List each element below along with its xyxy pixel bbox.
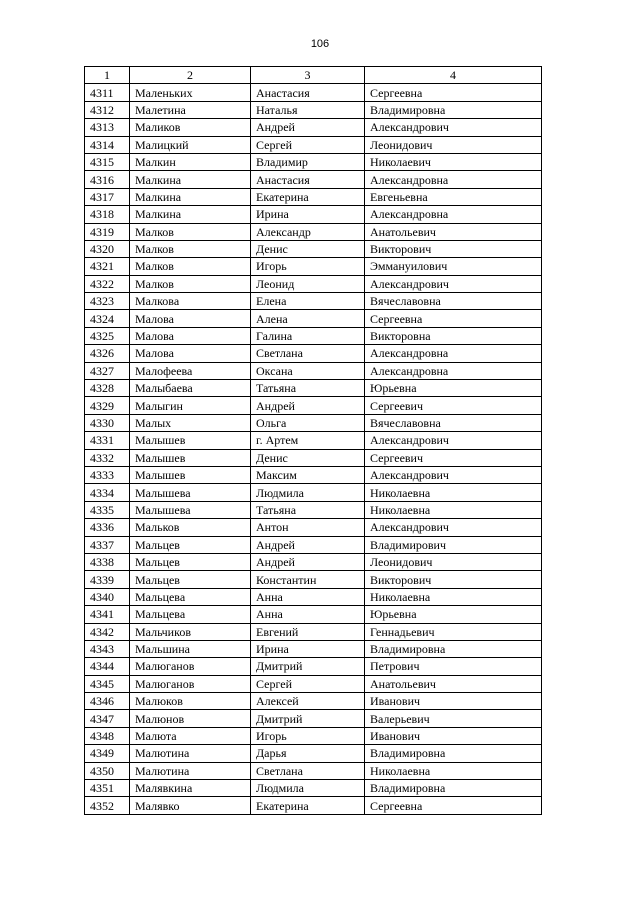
table-row <box>85 797 542 814</box>
row-number-cell: 4332 <box>85 449 130 466</box>
row-number-cell: 4331 <box>85 432 130 449</box>
row-number-cell: 4324 <box>85 310 130 327</box>
first-name-cell: Андрей <box>251 119 365 136</box>
row-number-cell: 4329 <box>85 397 130 414</box>
last-name-cell: Мальцева <box>130 588 251 605</box>
patronymic-cell: Александрович <box>365 432 542 449</box>
row-number-cell: 4334 <box>85 484 130 501</box>
row-number-cell: 4322 <box>85 275 130 292</box>
table-row <box>85 501 542 518</box>
table-row <box>85 206 542 223</box>
table-row <box>85 345 542 362</box>
row-number-cell: 4351 <box>85 780 130 797</box>
patronymic-cell: Иванович <box>365 727 542 744</box>
first-name-cell: Галина <box>251 327 365 344</box>
first-name-cell: Людмила <box>251 780 365 797</box>
first-name-cell: Леонид <box>251 275 365 292</box>
first-name-cell: Татьяна <box>251 501 365 518</box>
page-number: 106 <box>310 38 330 50</box>
last-name-cell: Мальцев <box>130 553 251 570</box>
patronymic-cell: Владимировна <box>365 780 542 797</box>
patronymic-cell: Юрьевна <box>365 606 542 623</box>
row-number-cell: 4318 <box>85 206 130 223</box>
patronymic-cell: Владимировна <box>365 640 542 657</box>
last-name-cell: Малова <box>130 327 251 344</box>
row-number-cell: 4328 <box>85 380 130 397</box>
first-name-cell: Сергей <box>251 675 365 692</box>
patronymic-cell: Геннадьевич <box>365 623 542 640</box>
first-name-cell: Максим <box>251 466 365 483</box>
patronymic-cell: Николаевна <box>365 501 542 518</box>
first-name-cell: Денис <box>251 240 365 257</box>
first-name-cell: Ольга <box>251 414 365 431</box>
first-name-cell: Антон <box>251 519 365 536</box>
table-row <box>85 780 542 797</box>
first-name-cell: Наталья <box>251 101 365 118</box>
table-row <box>85 762 542 779</box>
table-row <box>85 693 542 710</box>
table-row <box>85 362 542 379</box>
row-number-cell: 4341 <box>85 606 130 623</box>
last-name-cell: Мальшина <box>130 640 251 657</box>
table-row <box>85 153 542 170</box>
last-name-cell: Мальков <box>130 519 251 536</box>
first-name-cell: Татьяна <box>251 380 365 397</box>
patronymic-cell: Сергеевич <box>365 397 542 414</box>
patronymic-cell: Александровна <box>365 345 542 362</box>
first-name-cell: Андрей <box>251 536 365 553</box>
patronymic-cell: Николаевич <box>365 153 542 170</box>
table-row <box>85 588 542 605</box>
patronymic-cell: Юрьевна <box>365 380 542 397</box>
row-number-cell: 4349 <box>85 745 130 762</box>
first-name-cell: Игорь <box>251 727 365 744</box>
patronymic-cell: Александрович <box>365 466 542 483</box>
last-name-cell: Малкин <box>130 153 251 170</box>
row-number-cell: 4320 <box>85 240 130 257</box>
patronymic-cell: Александровна <box>365 171 542 188</box>
patronymic-cell: Валерьевич <box>365 710 542 727</box>
row-number-cell: 4338 <box>85 553 130 570</box>
first-name-cell: Елена <box>251 293 365 310</box>
table-row <box>85 275 542 292</box>
table-row <box>85 223 542 240</box>
row-number-cell: 4344 <box>85 658 130 675</box>
table-row <box>85 640 542 657</box>
patronymic-cell: Викторович <box>365 240 542 257</box>
last-name-cell: Малютина <box>130 762 251 779</box>
row-number-cell: 4323 <box>85 293 130 310</box>
first-name-cell: Дмитрий <box>251 658 365 675</box>
last-name-cell: Малова <box>130 345 251 362</box>
first-name-cell: Людмила <box>251 484 365 501</box>
last-name-cell: Малков <box>130 240 251 257</box>
last-name-cell: Малых <box>130 414 251 431</box>
table-row <box>85 484 542 501</box>
last-name-cell: Мальцев <box>130 536 251 553</box>
patronymic-cell: Петрович <box>365 658 542 675</box>
first-name-cell: Светлана <box>251 762 365 779</box>
row-number-cell: 4348 <box>85 727 130 744</box>
last-name-cell: Малышев <box>130 449 251 466</box>
last-name-cell: Малкина <box>130 206 251 223</box>
row-number-cell: 4335 <box>85 501 130 518</box>
table-row <box>85 327 542 344</box>
last-name-cell: Малышев <box>130 466 251 483</box>
patronymic-cell: Эммануилович <box>365 258 542 275</box>
table-row <box>85 519 542 536</box>
row-number-cell: 4346 <box>85 693 130 710</box>
patronymic-cell: Владимировна <box>365 101 542 118</box>
first-name-cell: Алена <box>251 310 365 327</box>
row-number-cell: 4345 <box>85 675 130 692</box>
table-row <box>85 571 542 588</box>
first-name-cell: Александр <box>251 223 365 240</box>
last-name-cell: Малюганов <box>130 658 251 675</box>
patronymic-cell: Вячеславовна <box>365 293 542 310</box>
patronymic-cell: Александрович <box>365 119 542 136</box>
table-row <box>85 119 542 136</box>
first-name-cell: Анна <box>251 588 365 605</box>
row-number-cell: 4326 <box>85 345 130 362</box>
row-number-cell: 4343 <box>85 640 130 657</box>
last-name-cell: Малыбаева <box>130 380 251 397</box>
patronymic-cell: Сергеевич <box>365 449 542 466</box>
first-name-cell: Анастасия <box>251 84 365 101</box>
last-name-cell: Малышева <box>130 501 251 518</box>
table-row <box>85 84 542 101</box>
patronymic-cell: Александрович <box>365 275 542 292</box>
table-row <box>85 101 542 118</box>
first-name-cell: Анастасия <box>251 171 365 188</box>
last-name-cell: Малышев <box>130 432 251 449</box>
first-name-cell: Светлана <box>251 345 365 362</box>
row-number-cell: 4327 <box>85 362 130 379</box>
table-row <box>85 658 542 675</box>
last-name-cell: Малков <box>130 275 251 292</box>
table-row <box>85 397 542 414</box>
row-number-cell: 4333 <box>85 466 130 483</box>
last-name-cell: Малофеева <box>130 362 251 379</box>
row-number-cell: 4339 <box>85 571 130 588</box>
header-cell-4: 4 <box>365 67 542 84</box>
patronymic-cell: Викторович <box>365 571 542 588</box>
row-number-cell: 4337 <box>85 536 130 553</box>
row-number-cell: 4321 <box>85 258 130 275</box>
patronymic-cell: Леонидович <box>365 136 542 153</box>
patronymic-cell: Владимирович <box>365 536 542 553</box>
last-name-cell: Малюнов <box>130 710 251 727</box>
last-name-cell: Мальцев <box>130 571 251 588</box>
first-name-cell: Оксана <box>251 362 365 379</box>
row-number-cell: 4330 <box>85 414 130 431</box>
table-row <box>85 432 542 449</box>
first-name-cell: Денис <box>251 449 365 466</box>
last-name-cell: Маликов <box>130 119 251 136</box>
first-name-cell: Игорь <box>251 258 365 275</box>
header-cell-1: 1 <box>85 67 130 84</box>
row-number-cell: 4350 <box>85 762 130 779</box>
first-name-cell: Владимир <box>251 153 365 170</box>
patronymic-cell: Владимировна <box>365 745 542 762</box>
first-name-cell: Анна <box>251 606 365 623</box>
row-number-cell: 4317 <box>85 188 130 205</box>
first-name-cell: Евгений <box>251 623 365 640</box>
first-name-cell: Константин <box>251 571 365 588</box>
row-number-cell: 4340 <box>85 588 130 605</box>
table-row <box>85 553 542 570</box>
patronymic-cell: Николаевна <box>365 762 542 779</box>
last-name-cell: Малявко <box>130 797 251 814</box>
row-number-cell: 4314 <box>85 136 130 153</box>
patronymic-cell: Александрович <box>365 519 542 536</box>
table-row <box>85 310 542 327</box>
last-name-cell: Мальчиков <box>130 623 251 640</box>
row-number-cell: 4352 <box>85 797 130 814</box>
last-name-cell: Малицкий <box>130 136 251 153</box>
row-number-cell: 4325 <box>85 327 130 344</box>
last-name-cell: Малова <box>130 310 251 327</box>
table-row <box>85 240 542 257</box>
last-name-cell: Малюта <box>130 727 251 744</box>
table-row <box>85 466 542 483</box>
patronymic-cell: Вячеславовна <box>365 414 542 431</box>
table-row <box>85 606 542 623</box>
first-name-cell: г. Артем <box>251 432 365 449</box>
table-row <box>85 745 542 762</box>
patronymic-cell: Викторовна <box>365 327 542 344</box>
row-number-cell: 4313 <box>85 119 130 136</box>
patronymic-cell: Анатольевич <box>365 675 542 692</box>
patronymic-cell: Евгеньевна <box>365 188 542 205</box>
last-name-cell: Мальцева <box>130 606 251 623</box>
last-name-cell: Малютина <box>130 745 251 762</box>
last-name-cell: Малетина <box>130 101 251 118</box>
header-row <box>85 67 542 84</box>
last-name-cell: Малкова <box>130 293 251 310</box>
patronymic-cell: Александровна <box>365 362 542 379</box>
row-number-cell: 4347 <box>85 710 130 727</box>
table-row <box>85 710 542 727</box>
table-row <box>85 675 542 692</box>
table-row <box>85 171 542 188</box>
table-row <box>85 380 542 397</box>
patronymic-cell: Александровна <box>365 206 542 223</box>
last-name-cell: Малюганов <box>130 675 251 692</box>
table-row <box>85 536 542 553</box>
row-number-cell: 4342 <box>85 623 130 640</box>
first-name-cell: Ирина <box>251 640 365 657</box>
first-name-cell: Дмитрий <box>251 710 365 727</box>
patronymic-cell: Иванович <box>365 693 542 710</box>
last-name-cell: Малышева <box>130 484 251 501</box>
register-body <box>85 84 542 814</box>
patronymic-cell: Анатольевич <box>365 223 542 240</box>
first-name-cell: Ирина <box>251 206 365 223</box>
header-cell-2: 2 <box>130 67 251 84</box>
last-name-cell: Малыгин <box>130 397 251 414</box>
last-name-cell: Малкина <box>130 188 251 205</box>
patronymic-cell: Сергеевна <box>365 310 542 327</box>
table-row <box>85 258 542 275</box>
first-name-cell: Сергей <box>251 136 365 153</box>
last-name-cell: Маленьких <box>130 84 251 101</box>
table-row <box>85 449 542 466</box>
last-name-cell: Малявкина <box>130 780 251 797</box>
first-name-cell: Андрей <box>251 553 365 570</box>
table-row <box>85 414 542 431</box>
table-row <box>85 136 542 153</box>
patronymic-cell: Николаевна <box>365 484 542 501</box>
row-number-cell: 4315 <box>85 153 130 170</box>
last-name-cell: Малюков <box>130 693 251 710</box>
row-number-cell: 4316 <box>85 171 130 188</box>
register-table <box>84 66 542 815</box>
row-number-cell: 4336 <box>85 519 130 536</box>
table-row <box>85 188 542 205</box>
first-name-cell: Дарья <box>251 745 365 762</box>
last-name-cell: Малков <box>130 223 251 240</box>
table-row <box>85 293 542 310</box>
table-row <box>85 727 542 744</box>
first-name-cell: Андрей <box>251 397 365 414</box>
last-name-cell: Малков <box>130 258 251 275</box>
last-name-cell: Малкина <box>130 171 251 188</box>
table-row <box>85 623 542 640</box>
patronymic-cell: Сергеевна <box>365 797 542 814</box>
row-number-cell: 4319 <box>85 223 130 240</box>
patronymic-cell: Леонидович <box>365 553 542 570</box>
row-number-cell: 4311 <box>85 84 130 101</box>
patronymic-cell: Сергеевна <box>365 84 542 101</box>
first-name-cell: Алексей <box>251 693 365 710</box>
header-cell-3: 3 <box>251 67 365 84</box>
first-name-cell: Екатерина <box>251 188 365 205</box>
row-number-cell: 4312 <box>85 101 130 118</box>
first-name-cell: Екатерина <box>251 797 365 814</box>
patronymic-cell: Николаевна <box>365 588 542 605</box>
